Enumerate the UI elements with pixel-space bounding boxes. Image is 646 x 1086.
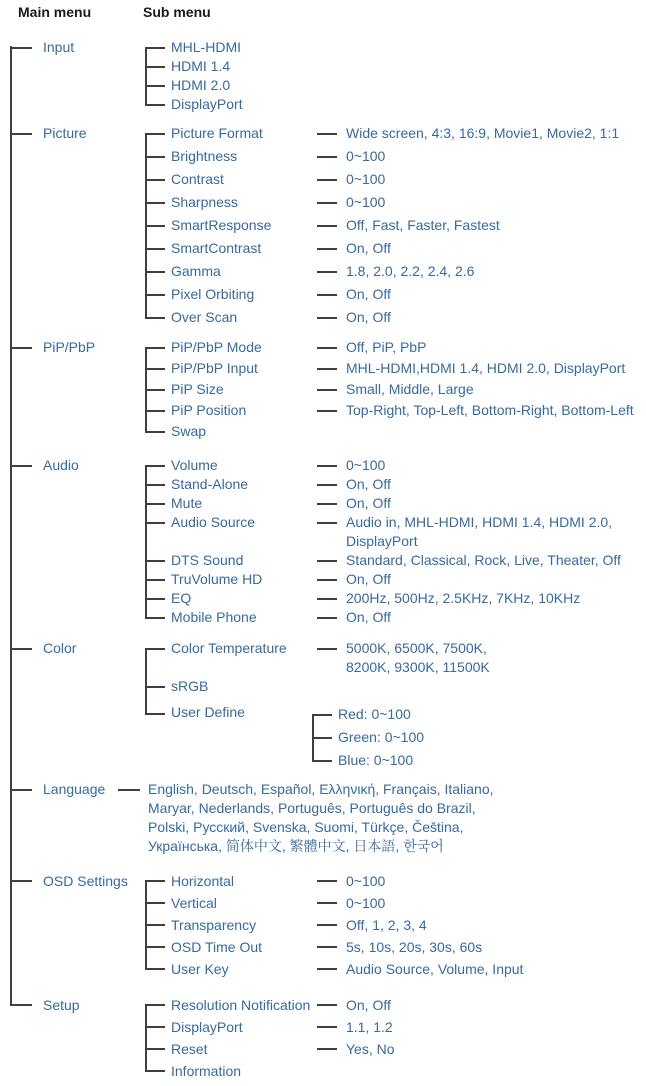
options-text [346,337,426,358]
options-text [346,475,391,494]
options-text [346,214,500,237]
rgb-option: Blue: 0~100 [338,752,414,768]
sub-menu-item: Color Temperature [171,640,287,656]
tree-branch-line [10,133,32,135]
sub-menu-row [145,237,646,260]
sub-menu-item: Mobile Phone [171,609,257,625]
tree-branch-line [10,648,32,650]
main-menu-header: Main menu [18,4,92,20]
options-line: On, Off [346,571,391,587]
options-text [346,379,474,400]
options-line: On, Off [346,997,391,1013]
options-connector-line [317,648,337,650]
options-connector-line [317,368,337,370]
sub-menu-row [145,958,646,980]
options-connector-line [317,179,337,181]
options-connector-line [317,598,337,600]
options-line: Off, PiP, PbP [346,339,427,355]
main-menu-item: Input [43,39,75,55]
options-line: On, Off [346,309,391,325]
sub-menu-item: Information [171,1063,242,1079]
tree-branch-line [10,1004,32,1006]
sub-menu-row [145,475,646,494]
options-connector-line [317,503,337,505]
options-line: On, Off [346,240,391,256]
options-line: 200Hz, 500Hz, 2.5KHz, 7KHz, 10KHz [346,590,581,606]
sub-menu-item: PiP Size [171,381,224,397]
sub-menu-tree [145,122,646,329]
tree-branch-line [10,880,32,882]
options-text [346,914,427,936]
sub-menu-item: Sharpness [171,194,238,210]
options-connector-line [317,156,337,158]
sub-menu-item: Pixel Orbiting [171,286,255,302]
options-text [346,994,391,1016]
sub-menu-item: DisplayPort [171,1019,243,1035]
main-menu-item: Picture [43,125,87,141]
options-line: 5s, 10s, 20s, 30s, 60s [346,939,483,955]
sub-menu-row [145,494,646,513]
options-line: English, Deutsch, Español, Ελληνική, Français, Italiano, [148,781,494,797]
sub-menu-item: Resolution Notification [171,997,311,1013]
sub-menu-tree [145,870,646,980]
options-text [346,513,612,551]
options-text [346,494,391,513]
options-connector-line [118,789,140,791]
sub-menu-row [145,421,646,442]
sub-menu-row [145,57,646,76]
options-connector-line [317,924,337,926]
options-line: Polski, Русский, Svenska, Suomi, Türkçe, Čeština, [148,819,464,835]
sub-menu-row [145,400,646,421]
options-text [346,358,625,379]
sub-menu-item: DTS Sound [171,552,244,568]
options-text [346,306,391,329]
main-menu-item: PiP/PbP [43,339,96,355]
options-text [346,639,490,677]
options-connector-line [317,202,337,204]
sub-menu-row [145,1038,646,1060]
main-menu-item: OSD Settings [43,873,128,889]
options-line: 1.8, 2.0, 2.2, 2.4, 2.6 [346,263,475,279]
options-line: Audio in, MHL-HDMI, HDMI 1.4, HDMI 2.0, [346,514,613,530]
sub-menu-row [145,608,646,627]
options-line: 0~100 [346,148,386,164]
sub-menu-tree [145,38,646,114]
options-line: On, Off [346,495,391,511]
options-connector-line [317,484,337,486]
options-connector-line [317,271,337,273]
sub-menu-item: Mute [171,495,203,511]
sub-menu-row [145,570,646,589]
sub-menu-item: Over Scan [171,309,238,325]
options-text [346,551,621,570]
options-text [346,168,385,191]
options-line: 1.1, 1.2 [346,1019,393,1035]
sub-menu-row [145,639,646,677]
tree-branch-line [10,465,32,467]
sub-menu-row [145,122,646,145]
options-line: DisplayPort [346,533,418,549]
options-connector-line [317,347,337,349]
sub-menu-row [145,696,646,774]
options-connector-line [317,1004,337,1006]
sub-menu-item: SmartResponse [171,217,272,233]
options-connector-line [317,225,337,227]
main-menu-item: Setup [43,997,80,1013]
sub-menu-item: TruVolume HD [171,571,263,587]
sub-menu-row [145,1016,646,1038]
options-connector-line [317,248,337,250]
sub-menu-item: sRGB [171,678,209,694]
sub-menu-item: User Define [171,704,245,720]
sub-menu-row [145,260,646,283]
options-line: 8200K, 9300K, 11500K [346,659,490,675]
sub-menu-row [145,76,646,95]
sub-menu-item: EQ [171,590,192,606]
rgb-option: Green: 0~100 [338,729,425,745]
options-connector-line [317,560,337,562]
sub-menu-tree [145,337,646,442]
options-line: 0~100 [346,171,386,187]
options-connector-line [317,902,337,904]
options-line: 0~100 [346,194,386,210]
options-line: Українська, 简体中文, 繁體中文, 日本語, 한국어 [148,838,444,854]
sub-menu-row [145,145,646,168]
sub-menu-item: User Key [171,961,229,977]
sub-menu-row [145,168,646,191]
sub-menu-row [145,513,646,551]
options-text [346,589,580,608]
options-line: Maryar, Nederlands, Português, Português do Brazil, [148,800,476,816]
options-text [346,1038,395,1060]
options-line: Small, Middle, Large [346,381,474,397]
options-connector-line [317,522,337,524]
options-line: Off, 1, 2, 3, 4 [346,917,427,933]
sub-menu-row [145,283,646,306]
options-connector-line [317,410,337,412]
sub-menu-row [145,337,646,358]
main-menu-rail-line [10,46,12,1006]
sub-menu-header: Sub menu [143,4,211,20]
options-connector-line [317,579,337,581]
options-connector-line [317,317,337,319]
options-line: Yes, No [346,1041,395,1057]
sub-menu-row [145,379,646,400]
options-line: Wide screen, 4:3, 16:9, Movie1, Movie2, 1:1 [346,125,620,141]
options-line: 0~100 [346,873,386,889]
options-line: Off, Fast, Faster, Fastest [346,217,500,233]
options-line: Standard, Classical, Rock, Live, Theater, Off [346,552,621,568]
rgb-option-row [312,703,424,726]
sub-menu-item: SmartContrast [171,240,262,256]
options-text [346,570,391,589]
options-connector-line [317,968,337,970]
options-connector-line [317,389,337,391]
sub-menu-row [145,38,646,57]
sub-menu-row [145,95,646,114]
options-line: On, Off [346,609,391,625]
options-connector-line [317,133,337,135]
sub-menu-row [145,214,646,237]
sub-menu-row [145,892,646,914]
options-connector-line [317,880,337,882]
sub-menu-row [145,677,646,696]
options-text [346,456,385,475]
sub-menu-tree [145,994,646,1082]
options-text [346,237,391,260]
options-text [346,870,385,892]
options-text [346,936,482,958]
sub-menu-item: Transparency [171,917,257,933]
sub-menu-item: PiP/PbP Input [171,360,258,376]
options-text [346,283,391,306]
sub-menu-row [145,589,646,608]
sub-menu-item: HDMI 2.0 [171,77,231,93]
sub-menu-item: Brightness [171,148,238,164]
options-connector-line [317,1048,337,1050]
sub-menu-row [145,936,646,958]
sub-menu-row [145,191,646,214]
sub-menu-row [145,358,646,379]
options-text [148,780,494,856]
options-line: Audio Source, Volume, Input [346,961,524,977]
main-menu-item: Audio [43,457,79,473]
sub-menu-row [145,1060,646,1082]
options-line: 0~100 [346,457,386,473]
options-text [346,145,385,168]
options-connector-line [317,617,337,619]
sub-menu-tree [145,639,646,774]
options-line: On, Off [346,476,391,492]
sub-menu-row [145,994,646,1016]
options-line: 5000K, 6500K, 7500K, [346,640,487,656]
sub-menu-item: Reset [171,1041,208,1057]
sub-menu-row [145,306,646,329]
rgb-option: Red: 0~100 [338,706,411,722]
options-text [346,1016,393,1038]
options-text [346,958,523,980]
options-text [346,260,474,283]
sub-menu-item: OSD Time Out [171,939,263,955]
options-text [346,608,391,627]
sub-menu-item: Audio Source [171,514,256,530]
options-line: MHL-HDMI,HDMI 1.4, HDMI 2.0, DisplayPort [346,360,626,376]
options-text [346,191,385,214]
options-line: 0~100 [346,895,386,911]
options-text [346,400,634,421]
sub-menu-row [145,456,646,475]
options-line: Top-Right, Top-Left, Bottom-Right, Bottom-Left [346,402,634,418]
tree-branch-line [10,47,32,49]
sub-menu-item: Horizontal [171,873,235,889]
sub-menu-row [145,870,646,892]
options-line: On, Off [346,286,391,302]
sub-menu-tree [145,456,646,627]
sub-menu-row [145,551,646,570]
rgb-option-row [312,726,424,749]
sub-menu-item: HDMI 1.4 [171,58,231,74]
sub-menu-item: Contrast [171,171,224,187]
options-connector-line [317,1026,337,1028]
sub-menu-item: DisplayPort [171,96,243,112]
tree-branch-line [10,347,32,349]
sub-menu-item: PiP/PbP Mode [171,339,262,355]
options-connector-line [317,946,337,948]
options-connector-line [317,465,337,467]
sub-menu-item: Volume [171,457,218,473]
sub-menu-item: Picture Format [171,125,263,141]
sub-menu-item: PiP Position [171,402,247,418]
sub-menu-item: Vertical [171,895,217,911]
options-text [346,122,619,145]
sub-menu-item: Swap [171,423,207,439]
rgb-sub-tree [312,703,424,772]
main-menu-item: Color [43,640,77,656]
sub-menu-row [145,914,646,936]
sub-menu-item: Gamma [171,263,221,279]
rgb-option-row [312,749,424,772]
main-menu-item: Language [43,781,106,797]
options-text [346,892,385,914]
options-connector-line [317,294,337,296]
sub-menu-item: MHL-HDMI [171,39,241,55]
tree-branch-line [10,789,32,791]
sub-menu-item: Stand-Alone [171,476,249,492]
